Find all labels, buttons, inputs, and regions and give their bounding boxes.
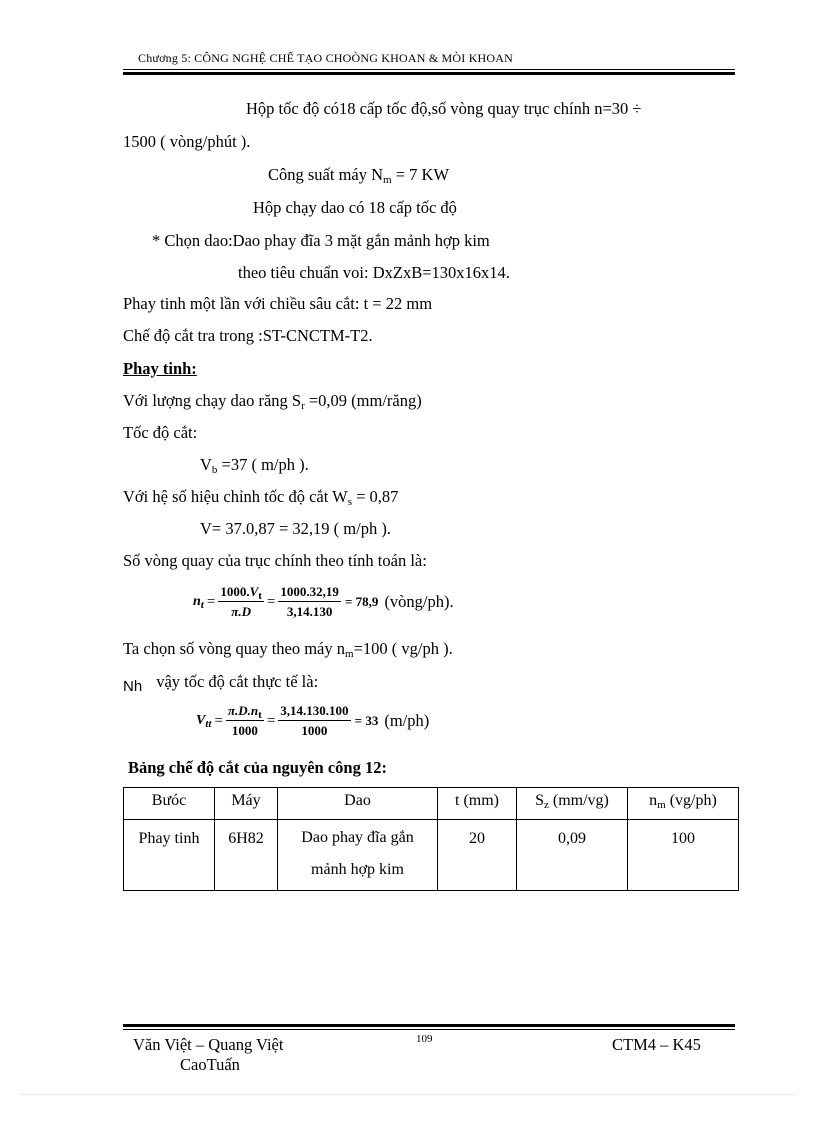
actual-speed-prefix: Nh <box>123 678 143 695</box>
col-step: Bưóc <box>124 788 215 820</box>
formula-rpm-frac1: $\frac{1000.V_t}{\pi.D}$ <box>220 584 262 619</box>
cutting-mode-table <box>123 787 739 891</box>
cell-feed: 0,09 <box>517 820 628 891</box>
line-power <box>268 167 449 184</box>
formula-actual-speed: $V_{tt}$ = $\frac{\pi.D.n_t}{1000}$ = $\frac{3,14.130.100}{1000}$ = 33 (m/ph) <box>196 703 430 738</box>
col-machine: Máy <box>215 788 278 820</box>
vb-sub: b <box>211 464 218 476</box>
footer-rule-thick <box>123 1024 735 1027</box>
header-rule-thin <box>123 69 735 70</box>
formula-speed-unit: (m/ph) <box>384 711 430 730</box>
formula-speed-frac1: $\frac{\pi.D.n_t}{1000}$ <box>227 703 262 738</box>
line-feed-per-tooth <box>123 393 422 410</box>
footer-authors: Văn Việt – Quang Việt <box>133 1035 284 1054</box>
rpm-chosen-value: =100 ( vg/ph ). <box>353 639 453 658</box>
footer-authors-2: CaoTuấn <box>180 1055 240 1074</box>
rpm-chosen-label: Ta chọn số vòng quay theo máy n <box>123 639 346 658</box>
vb-value: =37 ( m/ph ). <box>217 455 309 474</box>
rpm-chosen-sub: m <box>345 648 354 660</box>
table-row <box>124 820 739 891</box>
formula-speed-lhs: $V_{tt}$ <box>196 713 212 730</box>
line-v-calc: V= 37.0,87 = 32,19 ( m/ph ). <box>200 519 391 538</box>
page-bottom-dots <box>20 1094 796 1095</box>
cell-depth: 20 <box>438 820 517 891</box>
table-title: Bảng chế độ cắt của nguyên công 12: <box>128 758 387 777</box>
footer-class-code: CTM4 – K45 <box>612 1035 701 1054</box>
line-speed-range: 1500 ( vòng/phút ). <box>123 132 251 151</box>
header-rule-thick <box>123 72 735 75</box>
cell-rpm: 100 <box>628 820 739 891</box>
line-speed-box: Hộp tốc độ có18 cấp tốc độ,số vòng quay trục chính n=30 ÷ <box>246 99 642 118</box>
feed-sub: r <box>301 400 305 412</box>
feed-label: Với lượng chạy dao răng S <box>123 391 302 410</box>
actual-speed-text: vậy tốc độ cắt thực tế là: <box>156 672 319 691</box>
correction-sub: s <box>347 496 352 508</box>
vb-label: V <box>200 455 212 474</box>
correction-label: Với hệ số hiệu chỉnh tốc độ cắt W <box>123 487 348 506</box>
line-rpm-intro: Số vòng quay của trục chính theo tính toán là: <box>123 551 427 570</box>
power-value: = 7 KW <box>391 165 450 184</box>
formula-rpm-lhs: $n_t$ <box>193 594 204 611</box>
line-depth-of-cut: Phay tinh một lần với chiều sâu cắt: t = 22 mm <box>123 294 433 313</box>
cell-step: Phay tinh <box>124 820 215 891</box>
col-depth: t (mm) <box>438 788 517 820</box>
col-rpm: $n_m$ (vg/ph) <box>628 788 739 820</box>
power-sub: m <box>383 174 392 186</box>
col-tool: Dao <box>278 788 438 820</box>
formula-speed-frac2: $\frac{3,14.130.100}{1000}$ <box>280 703 349 738</box>
formula-rpm: $n_t$ = $\frac{1000.V_t}{\pi.D}$ = $\frac{1000.32,19}{3,14.130}$ = 78,9 (vòng/ph). <box>193 584 454 619</box>
feed-value: =0,09 (mm/răng) <box>304 391 422 410</box>
power-label: Công suất máy N <box>268 165 384 184</box>
section-heading-finishing: Phay tinh: <box>123 359 197 378</box>
line-cutting-speed-label: Tốc độ cắt: <box>123 423 198 442</box>
formula-speed-result: = 33 <box>354 713 379 728</box>
cell-machine: 6H82 <box>215 820 278 891</box>
line-rpm-chosen <box>123 641 453 658</box>
col-feed: $S_z$ (mm/vg) <box>517 788 628 820</box>
line-tool-choice: * Chọn dao:Dao phay đĩa 3 mặt gắn mảnh hợp kim <box>152 231 490 250</box>
page-number: 109 <box>416 1033 433 1045</box>
line-reference: Chế độ cắt tra trong :ST-CNCTM-T2. <box>123 326 373 345</box>
cell-tool: Dao phay đĩa gắn mảnh hợp kim <box>278 820 438 891</box>
formula-rpm-unit: (vòng/ph). <box>384 592 454 611</box>
formula-rpm-result: = 78,9 <box>345 594 379 609</box>
table-header-row <box>124 788 739 820</box>
formula-rpm-frac2: $\frac{1000.32,19}{3,14.130}$ <box>280 584 339 619</box>
line-feed-box: Hộp chạy dao có 18 cấp tốc độ <box>253 198 457 217</box>
line-correction <box>123 489 398 506</box>
line-tool-standard: theo tiêu chuẩn voi: DxZxB=130x16x14. <box>238 263 510 282</box>
line-vb <box>200 457 309 474</box>
correction-value: = 0,87 <box>351 487 399 506</box>
footer-rule-thin <box>123 1029 735 1030</box>
chapter-header: Chương 5: CÔNG NGHỆ CHẾ TẠO CHOÒNG KHOAN & MÒI KHOAN <box>138 51 514 65</box>
line-actual-speed-intro <box>123 672 319 695</box>
